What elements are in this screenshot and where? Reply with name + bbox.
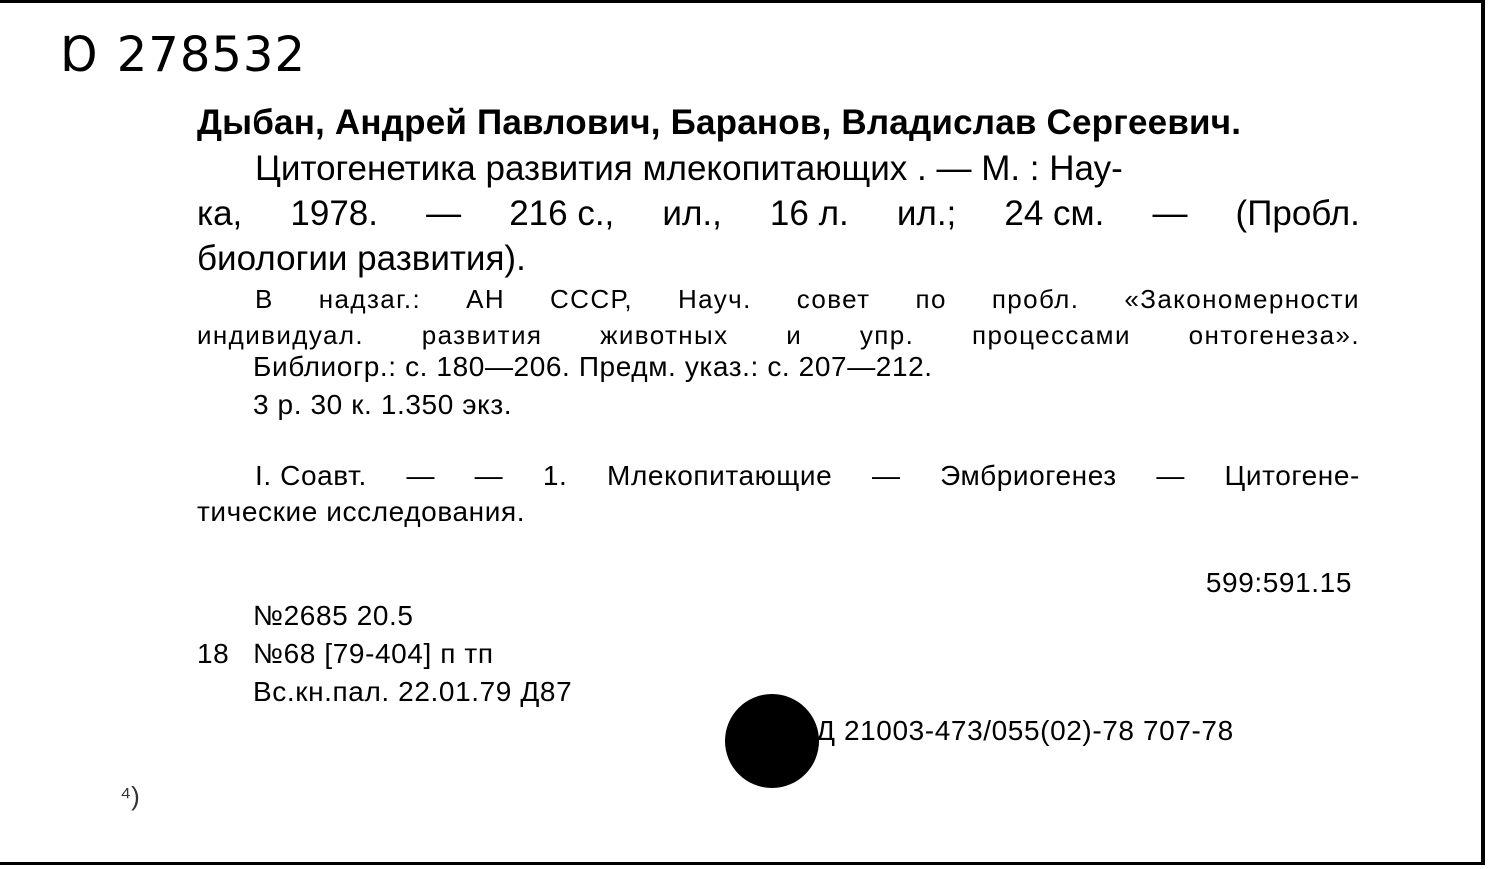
note-word: онтогенеза». xyxy=(1188,320,1360,350)
title-word: 216 с., xyxy=(509,194,615,233)
title-word: 16 л. xyxy=(769,194,849,233)
note-word: совет xyxy=(796,284,871,314)
price-and-print-run: 3 р. 30 к. 1.350 экз. xyxy=(253,389,513,420)
title-line-1 xyxy=(197,146,1360,191)
note-word: СССР, xyxy=(550,284,633,314)
subject-word: Млекопитающие xyxy=(607,460,833,491)
note-word: надзаг.: xyxy=(318,284,422,314)
note-line-2 xyxy=(197,317,1360,353)
subject-word: тические исследования. xyxy=(197,496,526,527)
note-word: и xyxy=(786,320,803,350)
registration-number-1: №2685 20.5 xyxy=(253,600,414,631)
subject-word: Эмбриогенез xyxy=(940,460,1117,491)
bibliography-note: Библиогр.: с. 180—206. Предм. указ.: с. 207—212. xyxy=(253,351,933,382)
handwritten-card-number: Ɒ 278532 xyxy=(62,27,306,83)
title-line-2 xyxy=(197,191,1360,236)
handwritten-mark: ⁴) xyxy=(120,781,140,811)
title-word: Цитогенетика развития млекопитающих . — М. : Нау- xyxy=(255,149,1123,188)
registration-number-2: №68 [79-404] п тп xyxy=(253,638,494,669)
note-word: развития xyxy=(421,320,543,350)
note-word: процессами xyxy=(971,320,1131,350)
title-statement xyxy=(197,146,1360,281)
note-word: упр. xyxy=(859,320,915,350)
header-note xyxy=(197,281,1360,353)
registration-prefix: 18 xyxy=(197,638,230,669)
note-word: АН xyxy=(466,284,505,314)
note-word: по xyxy=(915,284,947,314)
note-word: В xyxy=(255,284,274,314)
subject-word: 1. xyxy=(542,460,568,491)
authors-heading: Дыбан, Андрей Павлович, Баранов, Владислав Сергеевич. xyxy=(197,103,1242,142)
title-word: 24 см. xyxy=(1004,194,1105,233)
card-punch-hole xyxy=(725,694,819,788)
book-chamber-stamp: Вс.кн.пал. 22.01.79 Д87 xyxy=(253,676,573,707)
title-word: биологии развития). xyxy=(197,239,526,278)
subject-line-1 xyxy=(197,458,1360,494)
title-word: — xyxy=(426,194,462,233)
note-word: животных xyxy=(600,320,729,350)
title-word: 1978. xyxy=(290,194,378,233)
note-word: Науч. xyxy=(677,284,752,314)
subject-word: — xyxy=(871,460,901,491)
title-word: ил., xyxy=(662,194,722,233)
title-word: — xyxy=(1152,194,1188,233)
title-word: ка, xyxy=(197,194,243,233)
title-word: ил.; xyxy=(896,194,957,233)
subject-word: — xyxy=(1156,460,1185,491)
subject-word: Цитогене- xyxy=(1224,460,1360,491)
subject-word: — xyxy=(474,460,504,491)
note-line-1 xyxy=(197,281,1360,317)
note-word: пробл. xyxy=(991,284,1080,314)
title-line-3 xyxy=(197,236,1360,281)
subject-line-2 xyxy=(197,494,1360,530)
title-word: (Пробл. xyxy=(1235,194,1360,233)
udc-classification: 599:591.15 xyxy=(1205,567,1352,598)
classification-code: Д 21003-473/055(02)-78 707-78 xyxy=(816,715,1234,746)
subject-word: I. Соавт. xyxy=(255,460,367,491)
subject-tracings xyxy=(197,458,1360,530)
subject-word: — xyxy=(406,460,436,491)
note-word: индивидуал. xyxy=(197,320,365,350)
note-word: «Закономерности xyxy=(1124,284,1360,314)
